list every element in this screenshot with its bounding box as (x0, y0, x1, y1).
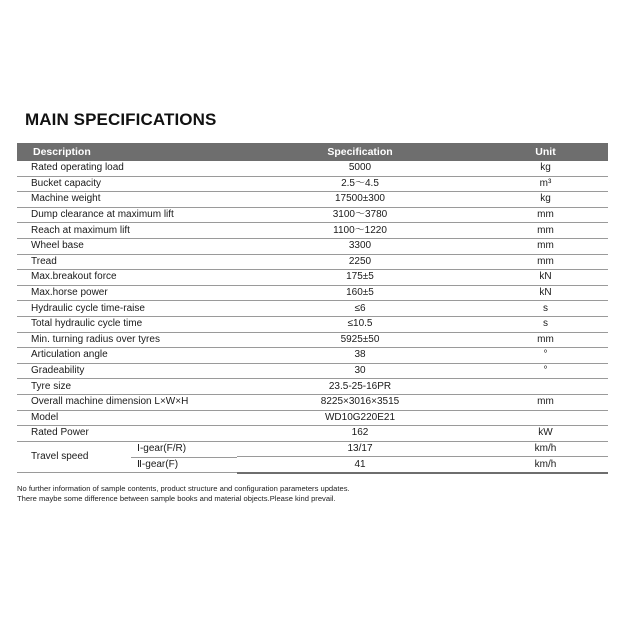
table-row (17, 161, 608, 176)
row-unit: kg (483, 192, 608, 208)
row-specification: 2.5～4.5 (237, 176, 483, 192)
row-specification: 5000 (237, 161, 483, 176)
header-specification: Specification (237, 143, 483, 161)
row-specification: WD10G220E21 (237, 410, 483, 426)
gear-1-specification: 13/17 (237, 441, 483, 457)
row-unit: kg (483, 161, 608, 176)
row-description: Machine weight (17, 192, 237, 208)
row-description: Tread (17, 254, 237, 270)
row-unit: m³ (483, 176, 608, 192)
header-description: Description (17, 143, 237, 161)
specifications-table (17, 143, 608, 474)
header-unit: Unit (483, 143, 608, 161)
row-unit: mm (483, 332, 608, 348)
row-specification: 175±5 (237, 270, 483, 286)
row-unit: kN (483, 270, 608, 286)
row-unit: mm (483, 238, 608, 254)
table-row (17, 223, 608, 239)
table-row (17, 363, 608, 379)
row-specification: 162 (237, 426, 483, 442)
row-specification: ≤6 (237, 301, 483, 317)
row-specification: 30 (237, 363, 483, 379)
row-description: Gradeability (17, 363, 237, 379)
row-description: Max.breakout force (17, 270, 237, 286)
gear-2-specification: 41 (237, 457, 483, 473)
table-row (17, 207, 608, 223)
row-unit: s (483, 316, 608, 332)
gear-1-unit: km/h (483, 441, 608, 457)
row-unit: s (483, 301, 608, 317)
row-specification: 2250 (237, 254, 483, 270)
footnotes (17, 484, 350, 504)
row-specification: 17500±300 (237, 192, 483, 208)
table-header-row (17, 143, 608, 161)
row-unit (483, 379, 608, 395)
row-description: Wheel base (17, 238, 237, 254)
row-description: Overall machine dimension L×W×H (17, 394, 237, 410)
row-specification: 8225×3016×3515 (237, 394, 483, 410)
row-unit: mm (483, 254, 608, 270)
table-row (17, 285, 608, 301)
row-description: Articulation angle (17, 348, 237, 364)
table-row (17, 270, 608, 286)
table-row (17, 426, 608, 442)
table-row (17, 301, 608, 317)
row-description: Dump clearance at maximum lift (17, 207, 237, 223)
row-description: Tyre size (17, 379, 237, 395)
row-description: Max.horse power (17, 285, 237, 301)
row-description: Total hydraulic cycle time (17, 316, 237, 332)
row-specification: 160±5 (237, 285, 483, 301)
row-description: Rated Power (17, 426, 237, 442)
table-row (17, 379, 608, 395)
row-description: Model (17, 410, 237, 426)
page-title: MAIN SPECIFICATIONS (25, 110, 217, 129)
footnote: There maybe some difference between sample books and material objects.Please kind prevail. (17, 494, 336, 503)
row-specification: 3300 (237, 238, 483, 254)
table-row (17, 254, 608, 270)
row-specification: ≤10.5 (237, 316, 483, 332)
gear-2-label: Ⅱ-gear(F) (137, 458, 179, 470)
row-specification: 3100～3780 (237, 207, 483, 223)
row-unit: kN (483, 285, 608, 301)
table-row (17, 332, 608, 348)
row-specification: 38 (237, 348, 483, 364)
row-unit: kW (483, 426, 608, 442)
gear-2-unit: km/h (483, 457, 608, 473)
row-specification: 1100～1220 (237, 223, 483, 239)
gear-1-label: Ⅰ-gear(F/R) (131, 442, 237, 458)
table-row (17, 176, 608, 192)
row-unit (483, 410, 608, 426)
row-unit: ° (483, 363, 608, 379)
table-row-travel-speed-1 (17, 441, 608, 457)
row-unit: ° (483, 348, 608, 364)
table-row (17, 316, 608, 332)
row-unit: mm (483, 223, 608, 239)
travel-speed-label: Travel speed (31, 451, 89, 463)
table-row (17, 410, 608, 426)
table-body (17, 161, 608, 473)
table-row (17, 192, 608, 208)
row-unit: mm (483, 394, 608, 410)
row-description: Hydraulic cycle time-raise (17, 301, 237, 317)
row-description: Min. turning radius over tyres (17, 332, 237, 348)
row-specification: 5925±50 (237, 332, 483, 348)
table-row (17, 238, 608, 254)
row-specification: 23.5-25-16PR (237, 379, 483, 395)
table-row (17, 394, 608, 410)
row-description: Bucket capacity (17, 176, 237, 192)
row-description: Reach at maximum lift (17, 223, 237, 239)
row-description: Rated operating load (17, 161, 237, 176)
footnote: No further information of sample contents, product structure and configuration parameters updates. (17, 484, 350, 493)
travel-speed-cell (17, 441, 237, 473)
row-unit: mm (483, 207, 608, 223)
table-row (17, 348, 608, 364)
